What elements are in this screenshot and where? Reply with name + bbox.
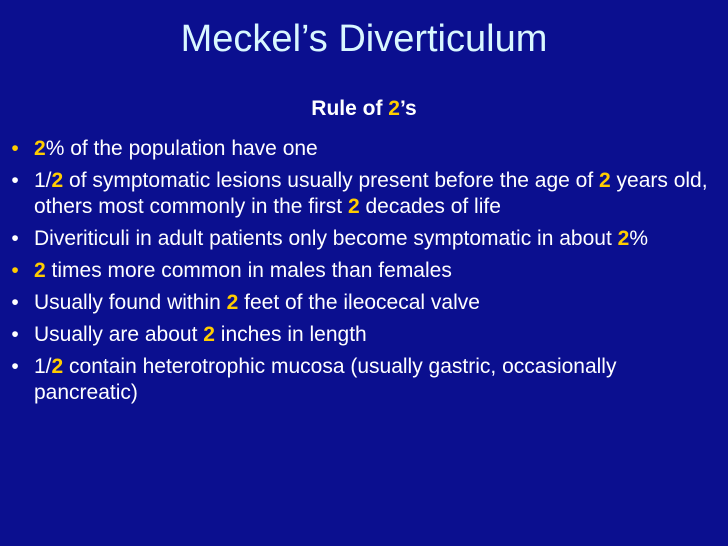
bullet-text: % of the population have one <box>45 137 318 160</box>
bullet-item <box>0 322 728 348</box>
highlight-number: 2 <box>51 355 64 378</box>
highlight-number: 2 <box>226 291 239 314</box>
bullet-text: decades of life <box>359 195 501 218</box>
bullet-dot-icon: • <box>11 227 19 250</box>
bullet-item <box>0 290 728 316</box>
bullet-item <box>0 136 728 162</box>
subtitle-lead: Rule of <box>311 97 389 120</box>
highlight-number: 2 <box>617 227 630 250</box>
highlight-number: 2 <box>34 259 46 282</box>
bullet-item <box>0 168 728 220</box>
highlight-number: 2 <box>599 169 611 192</box>
subtitle-number: 2 <box>388 97 400 120</box>
highlight-number: 2 <box>51 169 64 192</box>
bullet-text: 1/ <box>34 355 52 378</box>
highlight-number: 2 <box>347 195 360 218</box>
bullet-text: Usually found within <box>34 291 227 314</box>
bullet-text: Diveriticuli in adult patients only become symptomatic in about <box>34 227 618 250</box>
subtitle-tail: ’s <box>399 97 417 120</box>
bullet-text: % <box>629 227 648 250</box>
bullet-text: inches in length <box>214 323 367 346</box>
bullet-text: 1/ <box>34 169 52 192</box>
bullet-text: years old, others most commonly in the first <box>34 169 708 218</box>
bullet-text: times more common in males than females <box>45 259 452 282</box>
bullet-item <box>0 258 728 284</box>
bullet-text: Usually are about <box>34 323 204 346</box>
highlight-number: 2 <box>34 137 46 160</box>
bullet-dot-icon: • <box>11 169 19 192</box>
slide-title: Meckel’s Diverticulum <box>180 18 548 60</box>
bullet-text: feet of the ileocecal valve <box>238 291 480 314</box>
bullet-dot-icon: • <box>11 137 19 160</box>
bullet-item <box>0 226 728 252</box>
bullet-dot-icon: • <box>11 291 19 314</box>
slide-subtitle <box>0 96 728 122</box>
bullet-dot-icon: • <box>11 355 19 378</box>
highlight-number: 2 <box>203 323 215 346</box>
bullet-item <box>0 354 728 406</box>
bullet-dot-icon: • <box>11 323 19 346</box>
bullet-list <box>0 136 728 412</box>
bullet-text: contain heterotrophic mucosa (usually gastric, occasionally pancreatic) <box>34 355 617 404</box>
bullet-text: of symptomatic lesions usually present before the age of <box>63 169 599 192</box>
bullet-dot-icon: • <box>11 259 19 282</box>
